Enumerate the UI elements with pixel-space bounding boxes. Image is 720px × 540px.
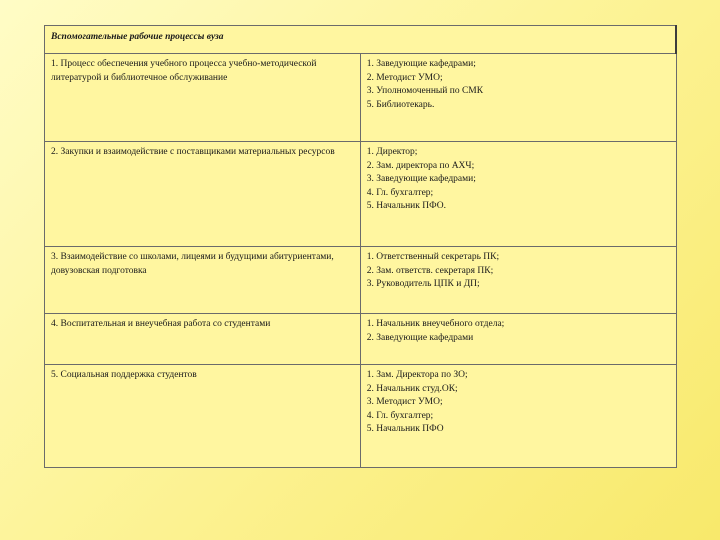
- responsible-item: 5. Начальник ПФО.: [366, 201, 446, 211]
- process-cell: 1. Процесс обеспечения учебного процесса учебно-методической литературой и библиотечное обслуживание: [45, 54, 361, 142]
- table-row: [45, 54, 677, 142]
- responsible-item: 5. Библиотекарь.: [366, 99, 435, 110]
- table-row: [45, 314, 677, 365]
- responsible-item: 1. Начальник внеучебного отдела;: [366, 319, 505, 329]
- process-cell: 5. Социальная поддержка студентов: [45, 365, 361, 468]
- responsible-item: 2. Методист УМО;: [366, 72, 443, 83]
- responsible-item: 1. Заведующие кафедрами;: [366, 59, 476, 69]
- table-row: [45, 365, 677, 468]
- responsible-cell: [360, 247, 676, 314]
- responsible-item: 2. Зам. директора по АХЧ;: [366, 160, 475, 171]
- process-cell: 2. Закупки и взаимодействие с поставщиками материальных ресурсов: [45, 142, 361, 247]
- responsible-cell: [360, 142, 676, 247]
- process-cell: 3. Взаимодействие со школами, лицеями и будущими абитуриентами, довузовская подготовка: [45, 247, 361, 314]
- table-title: Вспомогательные рабочие процессы вуза: [45, 26, 677, 54]
- responsible-item: 3. Методист УМО;: [366, 397, 443, 407]
- table-row: [45, 247, 677, 314]
- responsible-item: 1. Директор;: [366, 147, 418, 157]
- responsible-item: 5. Начальник ПФО: [366, 424, 444, 434]
- table-row: [45, 142, 677, 247]
- process-cell: 4. Воспитательная и внеучебная работа со студентами: [45, 314, 361, 365]
- responsible-cell: [360, 365, 676, 468]
- responsible-item: 3. Руководитель ЦПК и ДП;: [366, 279, 480, 289]
- responsible-item: 1. Зам. Директора по ЗО;: [366, 370, 468, 380]
- responsible-item: 2. Заведующие кафедрами: [366, 332, 474, 343]
- responsible-item: 2. Начальник студ.ОК;: [366, 383, 458, 394]
- processes-table: [44, 25, 677, 468]
- responsible-item: 3. Уполномоченный по СМК: [366, 86, 484, 96]
- table-header-row: [45, 26, 677, 54]
- responsible-item: 4. Гл. бухгалтер;: [366, 187, 434, 198]
- responsible-item: 1. Ответственный секретарь ПК;: [366, 252, 500, 262]
- responsible-item: 3. Заведующие кафедрами;: [366, 174, 476, 184]
- responsible-cell: [360, 314, 676, 365]
- responsible-cell: [360, 54, 676, 142]
- responsible-item: 2. Зам. ответств. секретаря ПК;: [366, 265, 494, 276]
- responsible-item: 4. Гл. бухгалтер;: [366, 410, 434, 421]
